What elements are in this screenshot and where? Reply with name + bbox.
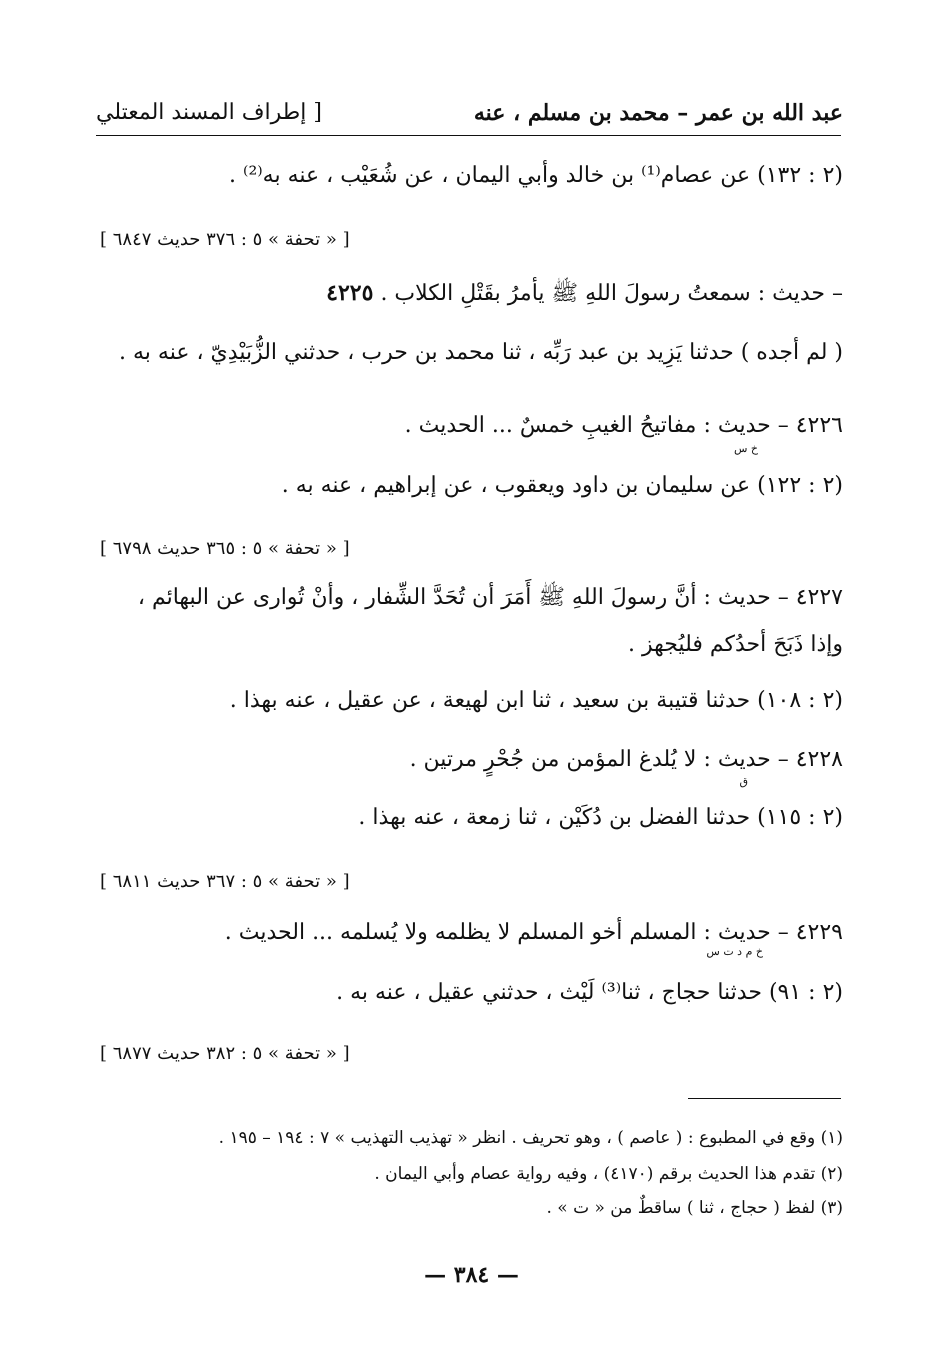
hadith-4228-heading: ٤٢٢٨ – حديث : لا يُلدغ المؤمن من جُحْرٍ مرتين . (409, 747, 843, 772)
chain-line: (٢ : ١٢٢) عن سليمان بن داود ويعقوب ، عن إبراهيم ، عنه به . (281, 473, 843, 498)
hadith-4226-sigla: خ س (733, 442, 758, 455)
hadith-4227-continuation: وإذا ذَبَحَ أحدُكم فليُجهز . (627, 632, 843, 657)
hadith-4229-sigla: خ م د ت س (706, 945, 763, 958)
hadith-4225-text: – حديث : سمعتُ رسولَ اللهِ ﷺ يأمرُ بقَتْلِ الكلاب . (380, 281, 843, 306)
tuhfa-reference: [ « تحفة » ٥ : ٣٦٥ حديث ٦٧٩٨ ] (100, 538, 350, 559)
page-number: — ٣٨٤ — (424, 1262, 519, 1288)
footnote-1: (١) وقع في المطبوع : ( عاصم ) ، وهو تحريف . انظر « تهذيب التهذيب » ٧ : ١٩٤ – ١٩٥ . (218, 1128, 843, 1148)
running-header-right: عبد الله بن عمر – محمد بن مسلم ، عنه (473, 100, 843, 126)
header-rule (96, 135, 841, 136)
chain-line: (٢ : ١١٥) حدثنا الفضل بن دُكَيْن ، ثنا زمعة ، عنه بهذا . (358, 805, 843, 830)
chain-line: (٢ : ١٣٢) عن عصام⁽¹⁾ بن خالد وأبي اليمان ، عن شُعَيْب ، عنه به⁽²⁾ . (229, 163, 843, 188)
hadith-4226-heading: ٤٢٢٦ – حديث : مفاتيحُ الغيبِ خمسٌ ... الحديث . (404, 413, 843, 438)
hadith-4227-heading: ٤٢٢٧ – حديث : أنَّ رسولَ اللهِ ﷺ أَمَرَ أن تُحَدَّ الشِّفار ، وأنْ تُوارى عن البهائم ، (137, 585, 843, 610)
chain-line: (٢ : ٩١) حدثنا حجاج ، ثنا⁽³⁾ لَيْث ، حدثني عقيل ، عنه به . (336, 980, 843, 1005)
hadith-4225-heading (326, 280, 843, 307)
chain-line: ( لم أجده ) حدثنا يَزِيد بن عبد رَبِّه ، ثنا محمد بن حرب ، حدثني الزُّبَيْدِيّ ، عنه به . (119, 340, 843, 365)
footnote-rule (688, 1098, 841, 1099)
running-header-left: [ إطراف المسند المعتلي (96, 100, 322, 125)
hadith-4229-heading: ٤٢٢٩ – حديث : المسلم أخو المسلم لا يظلمه ولا يُسلمه ... الحديث . (224, 920, 843, 945)
hadith-4228-sigla: ق (739, 775, 748, 788)
chain-line: (٢ : ١٠٨) حدثنا قتيبة بن سعيد ، ثنا ابن لهيعة ، عن عقيل ، عنه بهذا . (229, 688, 843, 713)
tuhfa-reference: [ « تحفة » ٥ : ٣٦٧ حديث ٦٨١١ ] (100, 871, 350, 892)
tuhfa-reference: [ « تحفة » ٥ : ٣٧٦ حديث ٦٨٤٧ ] (100, 229, 350, 250)
footnote-2: (٢) تقدم هذا الحديث برقم (٤١٧٠) ، وفيه رواية عصام وأبي اليمان . (374, 1164, 843, 1184)
tuhfa-reference: [ « تحفة » ٥ : ٣٨٢ حديث ٦٨٧٧ ] (100, 1043, 350, 1064)
hadith-4225-number: ٤٢٢٥ (326, 280, 374, 306)
footnote-3: (٣) لفظ ( حجاج ، ثنا ) ساقطٌ من « ت » . (546, 1198, 843, 1218)
